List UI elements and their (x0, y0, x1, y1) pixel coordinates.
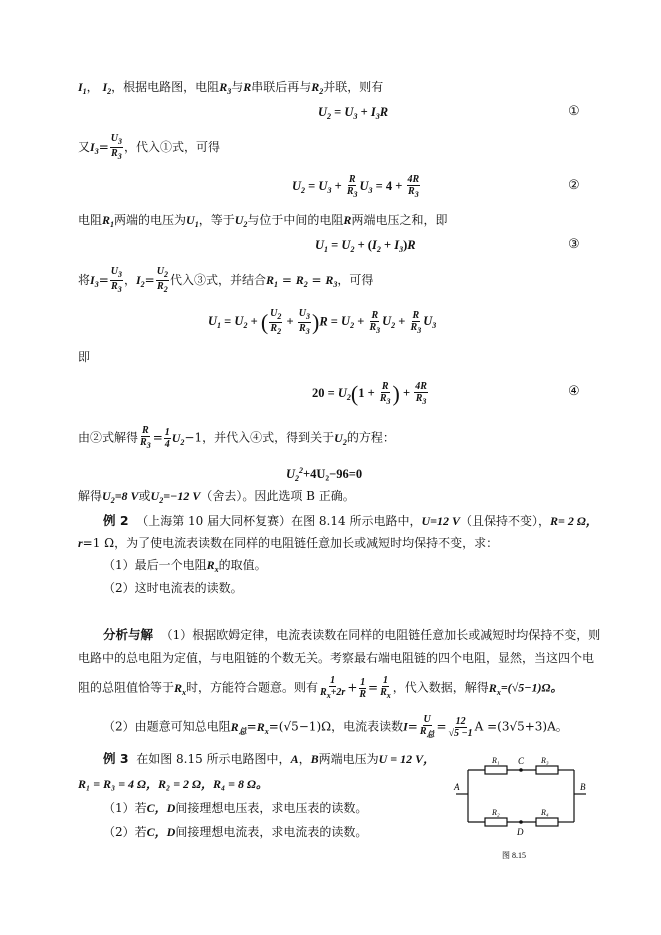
node-c (519, 768, 523, 772)
example-2-line-2: r=1 Ω，为了使电流表读数在同样的电阻链任意加长或减短时均保持不变，求： (78, 536, 499, 550)
label-r2: R₂ (492, 808, 500, 817)
analysis-question-2: （2）由题意可知总电阻$R_总=R_x=(√5-1)\Omega$，电流表读数I= U $R_总$ = $\frac{12}{√5 -1}$ A =(3√5+3)A。 (103, 714, 568, 739)
text-ji: 即 (78, 350, 91, 364)
label-d: D (517, 827, 524, 837)
equation-3: $U_1 = U_2 + (I_2 + I_3)R$ (315, 238, 416, 254)
analysis-line-1: 分析与解 （1）根据欧姆定律，电流表读数在同样的电阻链任意加长或减短时均保持不变，则 (103, 627, 601, 642)
text-line-5: 由②式解得 $\frac{R}{R_3}$ = $\frac{1}{4}$ $U_2-1$，并代入④式，得到关于$U_2$的方程： (78, 425, 395, 450)
resistor-r4 (536, 818, 558, 826)
example-3-question-1: （1）若C，D间接理想电压表，求电压表的读数。 (103, 801, 368, 815)
text-line-3: 电阻$R_1$两端的电压为$U_1$，等于$U_2$与位于中间的电阻R两端电压之和，即 (78, 213, 448, 229)
label-b: B (580, 782, 586, 792)
equation-2-number: ② (568, 178, 580, 193)
example-3-values: R₁ = R₃ = 4 Ω，R₂ = 2 Ω，R₄ = 8 Ω。 (78, 777, 268, 791)
text-line-2: 又$I_3=$ $\frac{U_3}{R_3}$ ，代入①式，可得 (78, 133, 220, 161)
label-r4: R₄ (541, 808, 549, 817)
example-3-line-1: 例 3 在如图 8.15 所示电路图中，A，B两端电压为U = 12 V， (103, 751, 436, 766)
text-line-4: 将$I_3=$ $\frac{U_3}{R_3}$ ，$I_2=$ $\frac{U_2}{R_2}$ 代入③式，并结合$R_1 = R_2 = R_3$，可得 (78, 266, 374, 294)
equation-1-number: ① (568, 104, 580, 119)
resistor-r3 (536, 766, 558, 774)
quadratic-equation: $U_2^2+4U_2-96=0$ (286, 466, 363, 483)
analysis-line-2: 电路中的总电阻为定值，与电阻链的个数无关。考察最右端电阻链的四个电阻，显然，当这四个电 (78, 651, 595, 665)
label-r3: R₃ (541, 756, 549, 765)
label-c: C (518, 756, 525, 766)
example-2-question-1: （1）最后一个电阻$R_x$的取值。 (103, 558, 267, 574)
resistor-r2 (485, 818, 507, 826)
example-2-line-1: 例 2 （上海第 10 届大同杯复赛）在图 8.14 所示电路中，U=12 V（且保持不变），R= 2 Ω， (103, 513, 598, 528)
label-a: A (454, 782, 460, 792)
analysis-line-3: 阻的总阻值恰等于$R_x$时，方能符合题意。则有 $\frac{1}{R_x+2r}$ + $\frac{1}{R}$ = $\frac{1}{R_x}$ ，代入数据，解得$R_x=(√5-1)\Omega$。 (78, 675, 563, 700)
circuit-diagram (452, 752, 592, 862)
node-d (519, 820, 523, 824)
figure-caption: 图 8.15 (502, 851, 526, 860)
equation-4: $20 = U_2(1$ + $\frac{R}{R_3}$ ) + $\frac{4R}{R_3}$ (312, 381, 427, 406)
equation-3-number: ③ (568, 237, 580, 252)
resistor-r1 (485, 766, 507, 774)
equation-4-number: ④ (568, 384, 580, 399)
text-line-1: $I_1$， $I_2$，根据电路图，电阻$R_3$与R串联后再与$R_2$并联，则有 (78, 80, 384, 96)
solution-line: 解得$U_2=8$ V或$U_2=-12$ V（舍去）。因此选项 B 正确。 (78, 489, 355, 505)
equation-expanded: $U_1 = U_2$ + ( $\frac{U_2}{R_2}$ + $\frac{U_3}{R_3}$ )$R = U_2$ + $\frac{R}{R_3}$ $U_2$ + $\frac{R}{R_3}$ $U_3$ (208, 308, 437, 336)
label-r1: R₁ (492, 756, 500, 765)
equation-1: $U_2 = U_3 + I_3R$ (318, 105, 389, 121)
example-3-question-2: （2）若C，D间接理想电流表，求电流表的读数。 (103, 825, 368, 839)
equation-2: $U_2 = U_3$ + $\frac{R}{R_3}$ $U_3 = 4$ + $\frac{4R}{R_3}$ (292, 174, 420, 199)
example-2-question-2: （2）这时电流表的读数。 (103, 581, 243, 595)
